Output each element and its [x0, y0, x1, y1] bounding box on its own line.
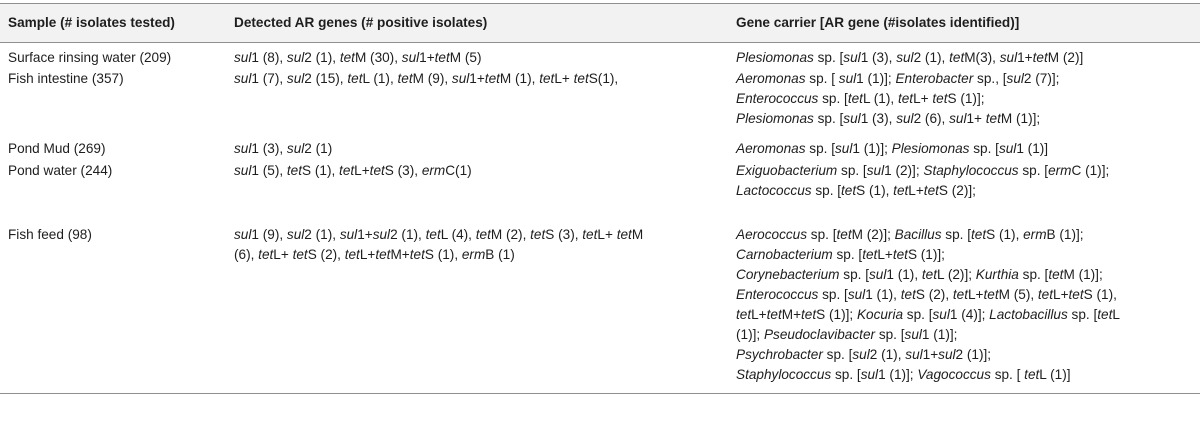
- carrier-line: (1)]; Pseudoclavibacter sp. [sul1 (1)];: [736, 326, 958, 342]
- genes-text: sul1 (5), tetS (1), tetL+tetS (3), ermC(1): [234, 162, 472, 178]
- cell-genes: [226, 69, 728, 135]
- cell-carrier: [728, 225, 1200, 394]
- carrier-line: Psychrobacter sp. [sul2 (1), sul1+sul2 (1)];: [736, 346, 992, 362]
- carrier-line: Plesiomonas sp. [sul1 (3), sul2 (1), tetM(3), sul1+tetM (2)]: [736, 50, 1084, 65]
- table-row: [0, 69, 1200, 135]
- cell-carrier: [728, 69, 1200, 135]
- carrier-line: Enterococcus sp. [tetL (1), tetL+ tetS (1)];: [736, 90, 985, 106]
- header-gene-carrier: Gene carrier [AR gene (#isolates identified)]: [728, 4, 1200, 43]
- carrier-line: Carnobacterium sp. [tetL+tetS (1)];: [736, 246, 945, 262]
- cell-sample: Surface rinsing water (209): [8, 50, 172, 65]
- cell-genes: [226, 225, 728, 394]
- header-row: [0, 4, 1200, 43]
- cell-sample: Fish intestine (357): [8, 70, 124, 86]
- genes-text: sul1 (7), sul2 (15), tetL (1), tetM (9), sul1+tetM (1), tetL+ tetS(1),: [234, 70, 619, 86]
- cell-sample: Pond Mud (269): [8, 140, 106, 156]
- carrier-line: Enterococcus sp. [sul1 (1), tetS (2), tetL+tetM (5), tetL+tetS (1),: [736, 286, 1117, 302]
- data-table-container: [0, 3, 1200, 394]
- genes-line: (6), tetL+ tetS (2), tetL+tetM+tetS (1), ermB (1): [234, 246, 515, 262]
- genes-line: sul1 (9), sul2 (1), sul1+sul2 (1), tetL (4), tetM (2), tetS (3), tetL+ tetM: [234, 226, 644, 242]
- carrier-line: Aeromonas sp. [ sul1 (1)]; Enterobacter sp., [sul2 (7)];: [736, 70, 1060, 86]
- carrier-line: Exiguobacterium sp. [sul1 (2)]; Staphylococcus sp. [ermC (1)];: [736, 162, 1110, 178]
- genes-text: sul1 (8), sul2 (1), tetM (30), sul1+tetM (5): [234, 50, 482, 65]
- cell-carrier: [728, 161, 1200, 225]
- carrier-line: Aerococcus sp. [tetM (2)]; Bacillus sp. [tetS (1), ermB (1)];: [736, 226, 1084, 242]
- carrier-line: Aeromonas sp. [sul1 (1)]; Plesiomonas sp. [sul1 (1)]: [736, 140, 1049, 156]
- carrier-line: Staphylococcus sp. [sul1 (1)]; Vagococcus sp. [ tetL (1)]: [736, 366, 1071, 382]
- table-row: [0, 161, 1200, 225]
- header-detected-genes: Detected AR genes (# positive isolates): [226, 4, 728, 43]
- cell-carrier: [728, 135, 1200, 161]
- table-header: [0, 4, 1200, 43]
- table-body: [0, 43, 1200, 394]
- carrier-line: Plesiomonas sp. [sul1 (3), sul2 (6), sul1+ tetM (1)];: [736, 110, 1041, 126]
- cell-sample: Pond water (244): [8, 162, 113, 178]
- cell-genes: [226, 161, 728, 225]
- cell-sample: Fish feed (98): [0, 225, 226, 394]
- cell-carrier: [728, 43, 1200, 69]
- table-row: [0, 225, 1200, 394]
- header-sample: Sample (# isolates tested): [0, 4, 226, 43]
- cell-genes: [226, 43, 728, 69]
- genes-text: sul1 (3), sul2 (1): [234, 140, 333, 156]
- carrier-line: Lactococcus sp. [tetS (1), tetL+tetS (2)];: [736, 182, 976, 198]
- cell-genes: [226, 135, 728, 161]
- carrier-line: tetL+tetM+tetS (1)]; Kocuria sp. [sul1 (4)]; Lactobacillus sp. [tetL: [736, 306, 1120, 322]
- table-row: [0, 135, 1200, 161]
- carrier-line: Corynebacterium sp. [sul1 (1), tetL (2)]; Kurthia sp. [tetM (1)];: [736, 266, 1103, 282]
- table-row: [0, 43, 1200, 69]
- ar-genes-table: [0, 3, 1200, 394]
